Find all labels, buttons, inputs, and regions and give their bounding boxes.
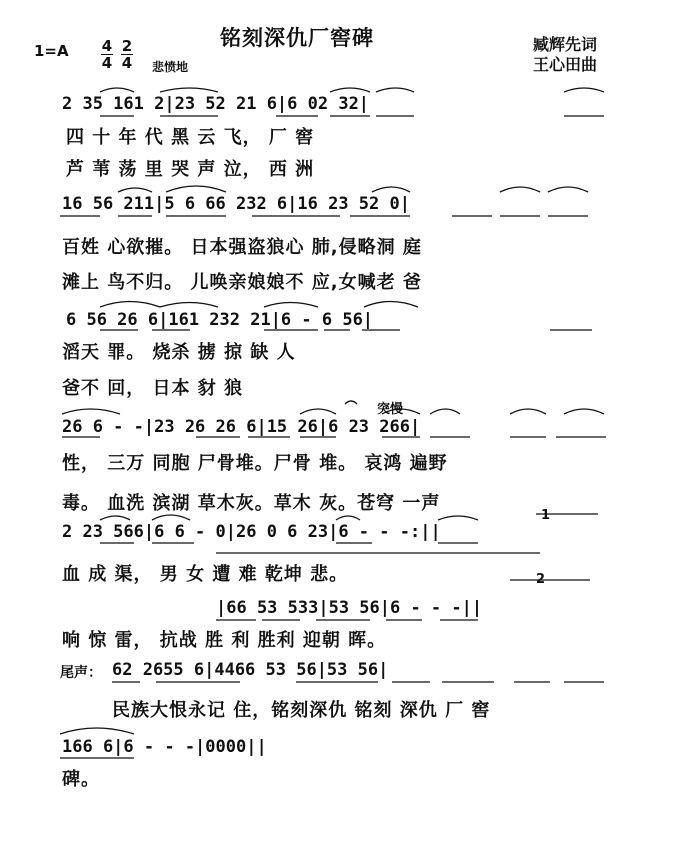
key-signature: 1=A	[34, 42, 69, 60]
expression-mark: 悲愤地	[152, 60, 189, 74]
lyrics-line-7: 民族大恨永记 住，铭刻深仇 铭刻 深仇 厂 窖	[112, 700, 491, 721]
lyrics-line-1-verse-2: 芦 苇 荡 里 哭 声 泣， 西 洲	[66, 159, 315, 180]
composer-credit: 王心田曲	[533, 55, 598, 74]
notation-line-4: 26 6 - -|23 26 26 6|15 26|6 23 266|	[62, 417, 421, 437]
notation-line-3: 6 56 26 6|161 232 21|6 - 6 56|	[66, 310, 374, 330]
tempo-mark: 突慢	[377, 402, 404, 417]
lyrics-line-8: 碑。	[62, 769, 100, 790]
volta-1-label: 1	[541, 508, 551, 523]
time-signature-4-4: 4 4	[101, 37, 113, 72]
volta-2-label: 2	[536, 572, 546, 587]
notation-line-1: 2 35 161 2|23 52 21 6|6 02 32|	[62, 94, 370, 114]
notation-line-6: |66 53 533|53 56|6 - - -||	[216, 598, 483, 618]
notation-line-7: 62 2655 6|4466 53 56|53 56|	[112, 660, 389, 680]
lyrics-line-4-verse-1: 性， 三万 同胞 尸骨堆。尸骨 堆。 哀鸿 遍野	[62, 453, 448, 474]
lyrics-line-4-verse-2: 毒。 血洗 滨湖 草木灰。草木 灰。苍穹 一声	[62, 493, 441, 514]
coda-label: 尾声：	[60, 665, 102, 681]
notation-line-5: 2 23 566|6 6 - 0|26 0 6 23|6 - - -:||	[62, 522, 441, 542]
lyrics-line-2-verse-1: 百姓 心欲摧。 日本强盗狼心 肺,侵略洞 庭	[62, 237, 422, 258]
lyrics-line-3-verse-1: 滔天 罪。 烧杀 掳 掠 缺 人	[62, 342, 296, 363]
lyrics-line-2-verse-2: 滩上 鸟不归。 儿唤亲娘娘不 应,女喊老 爸	[62, 272, 422, 293]
lyrics-line-3-verse-2: 爸不 回， 日本 豺 狼	[62, 378, 244, 399]
lyrics-line-5: 血 成 渠， 男 女 遭 难 乾坤 悲。	[62, 564, 349, 585]
time-signature-2-4: 2 4	[121, 37, 133, 72]
lyrics-line-6: 响 惊 雷， 抗战 胜 利 胜利 迎朝 晖。	[62, 630, 387, 651]
notation-line-2: 16 56 211|5 6 66 232 6|16 23 52 0|	[62, 194, 410, 214]
notation-line-8: 166 6|6 - - -|0000||	[62, 737, 267, 757]
song-title: 铭刻深仇厂窖碑	[220, 26, 374, 50]
lyrics-line-1-verse-1: 四 十 年 代 黑 云 飞， 厂 窖	[66, 127, 315, 148]
lyricist-credit: 臧辉先词	[533, 35, 598, 54]
